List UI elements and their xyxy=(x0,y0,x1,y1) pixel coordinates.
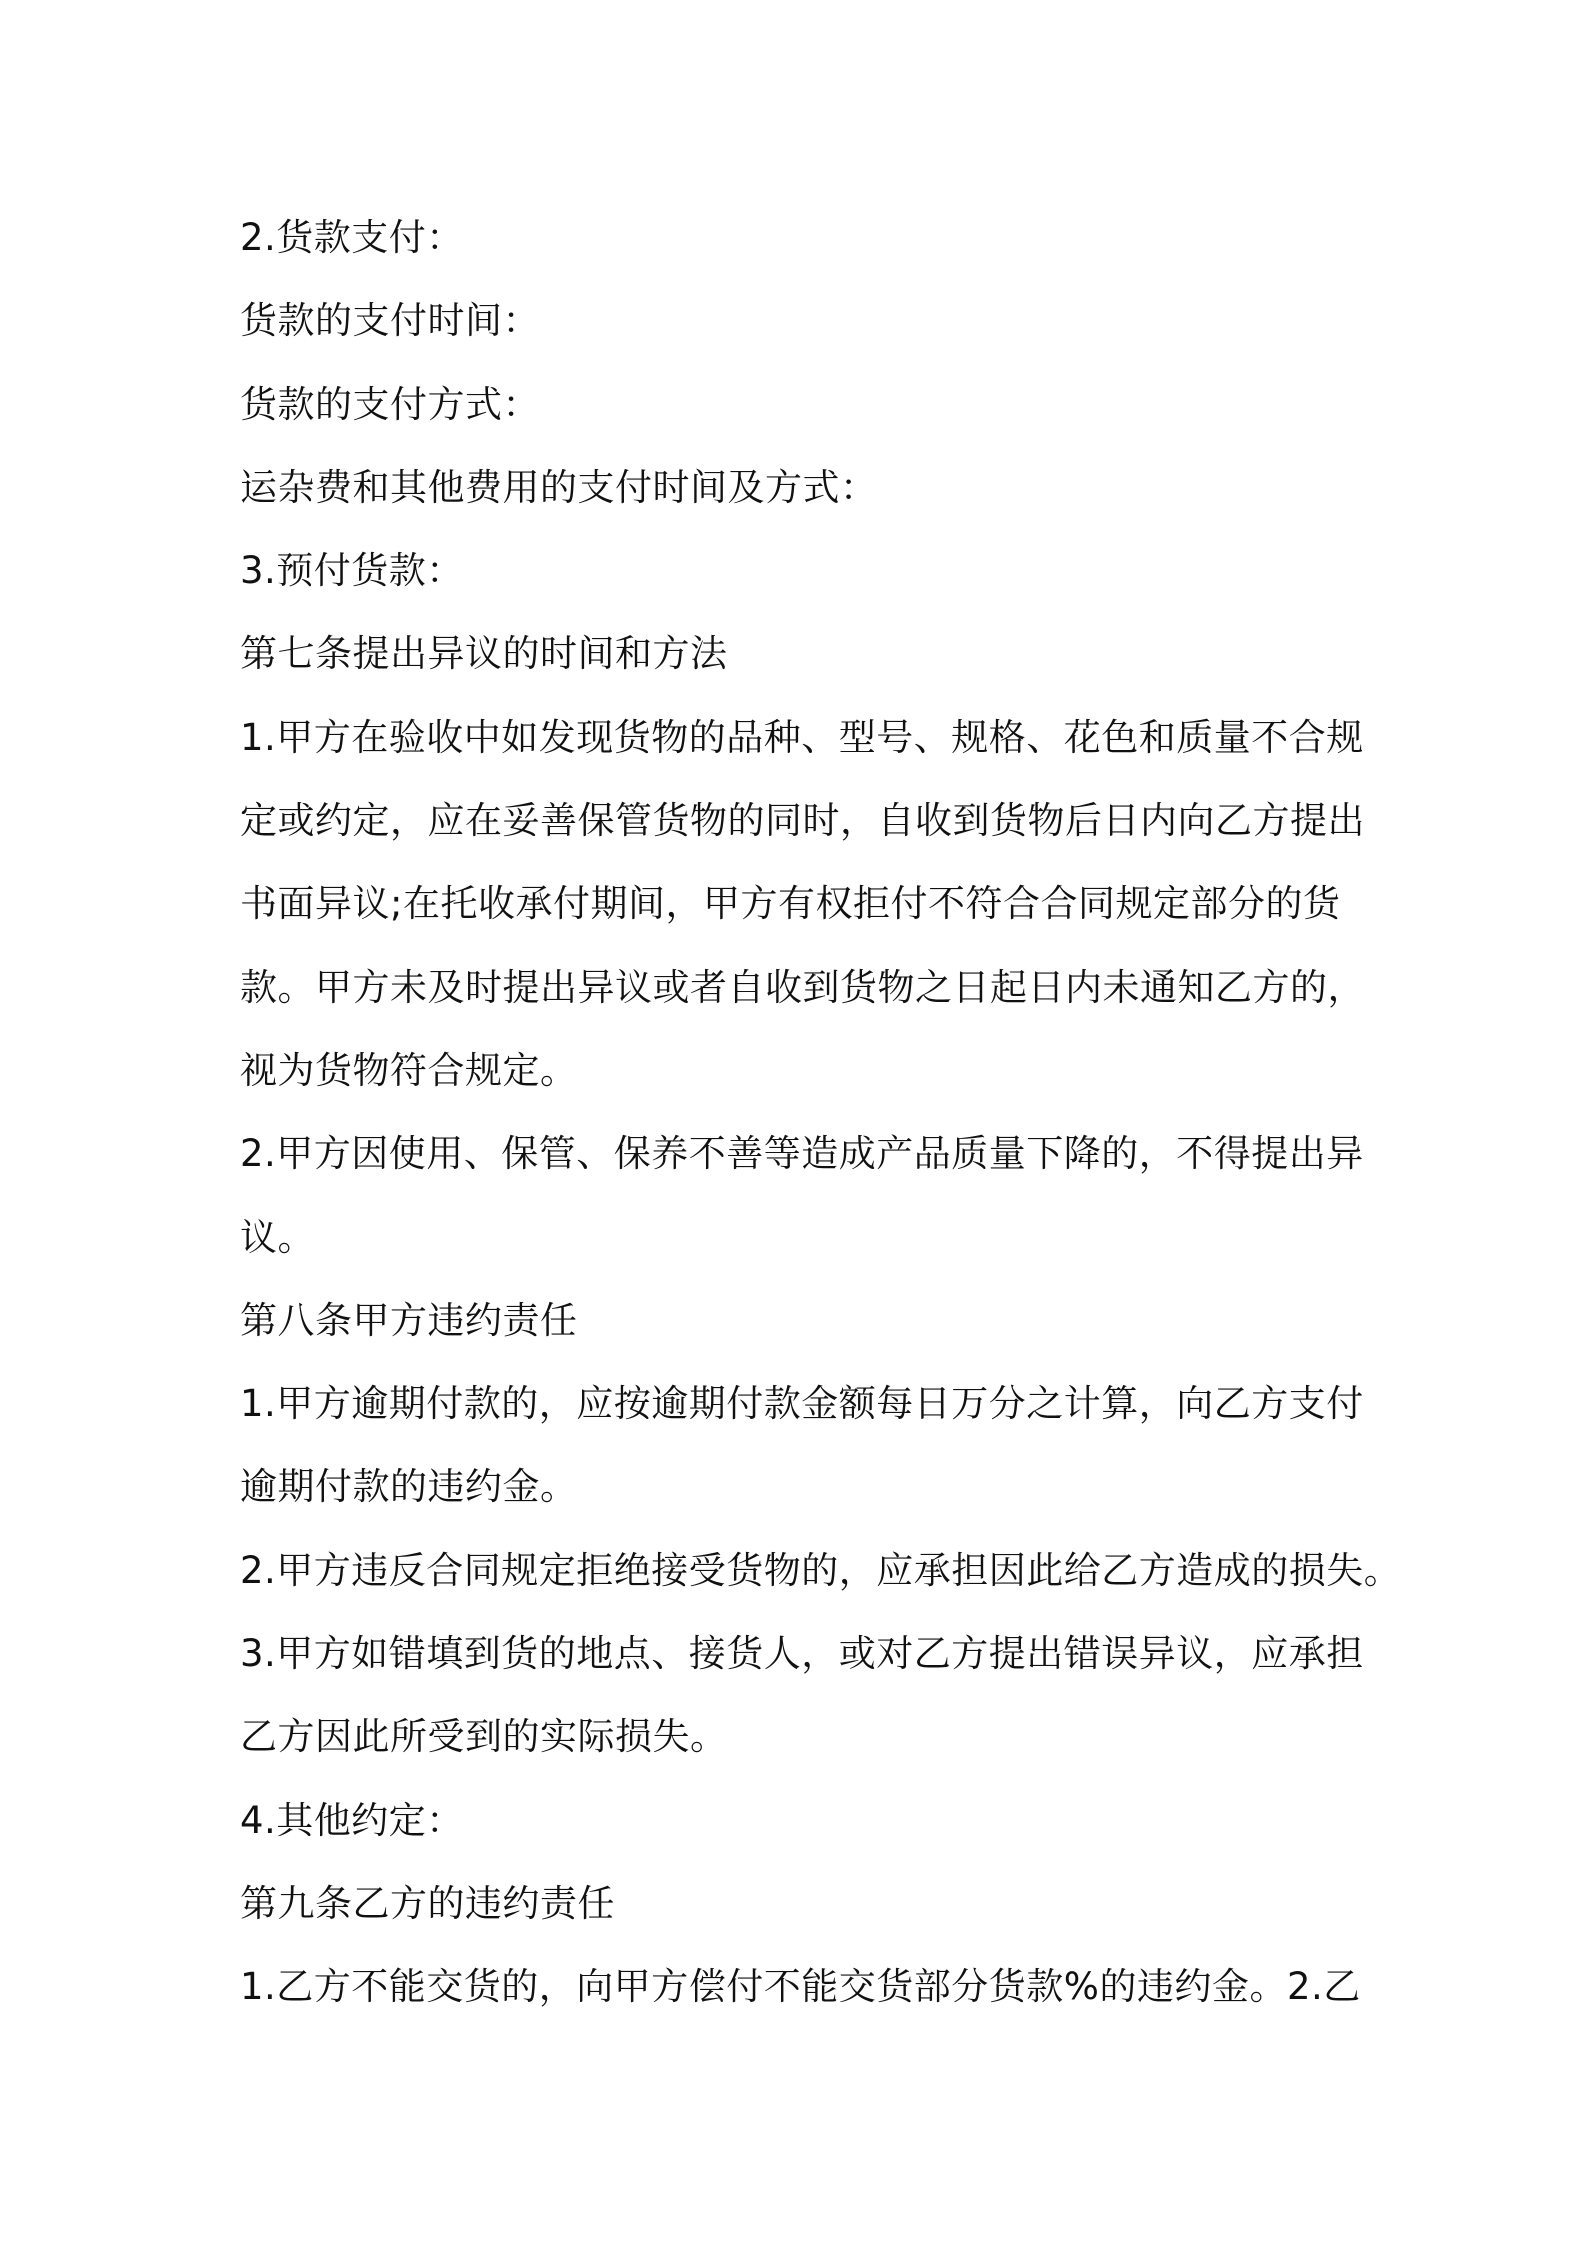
article-8-clause-3-line-2: 乙方因此所受到的实际损失。 xyxy=(240,1715,728,1759)
article-7-clause-1-line-4: 款。甲方未及时提出异议或者自收到货物之日起日内未通知乙方的， xyxy=(240,965,1365,1009)
article-7-clause-2-line-2: 议。 xyxy=(240,1215,315,1259)
article-7-clause-2-line-1: 2.甲方因使用、保管、保养不善等造成产品质量下降的，不得提出异 xyxy=(240,1132,1364,1176)
prepayment-heading: 3.预付货款： xyxy=(240,549,464,593)
article-8-clause-1-line-1: 1.甲方逾期付款的，应按逾期付款金额每日万分之计算，向乙方支付 xyxy=(240,1382,1364,1426)
payment-heading: 2.货款支付： xyxy=(240,216,464,259)
article-7-clause-1-line-5: 视为货物符合规定。 xyxy=(240,1048,578,1092)
article-8-clause-3-line-1: 3.甲方如错填到货的地点、接货人，或对乙方提出错误异议，应承担 xyxy=(240,1632,1364,1676)
article-8-clause-1-line-2: 逾期付款的违约金。 xyxy=(240,1465,578,1509)
article-8-clause-2: 2.甲方违反合同规定拒绝接受货物的，应承担因此给乙方造成的损失。 xyxy=(240,1548,1402,1592)
payment-time-line: 货款的支付时间： xyxy=(240,299,540,343)
article-7-clause-1-line-3: 书面异议;在托收承付期间，甲方有权拒付不符合合同规定部分的货 xyxy=(240,882,1341,926)
article-9-clause-1: 1.乙方不能交货的，向甲方偿付不能交货部分货款%的违约金。2.乙 xyxy=(240,1965,1361,2009)
article-8-clause-4: 4.其他约定： xyxy=(240,1798,464,1842)
document-body xyxy=(240,196,1402,2029)
payment-method-line: 货款的支付方式： xyxy=(240,382,540,426)
article-9-title: 第九条乙方的违约责任 xyxy=(240,1881,615,1925)
article-8-title: 第八条甲方违约责任 xyxy=(240,1298,578,1342)
article-7-clause-1-line-1: 1.甲方在验收中如发现货物的品种、型号、规格、花色和质量不合规 xyxy=(240,715,1364,759)
freight-payment-line: 运杂费和其他费用的支付时间及方式： xyxy=(240,465,878,509)
article-7-clause-1-line-2: 定或约定，应在妥善保管货物的同时，自收到货物后日内向乙方提出 xyxy=(240,799,1365,843)
article-7-title: 第七条提出异议的时间和方法 xyxy=(240,632,728,676)
